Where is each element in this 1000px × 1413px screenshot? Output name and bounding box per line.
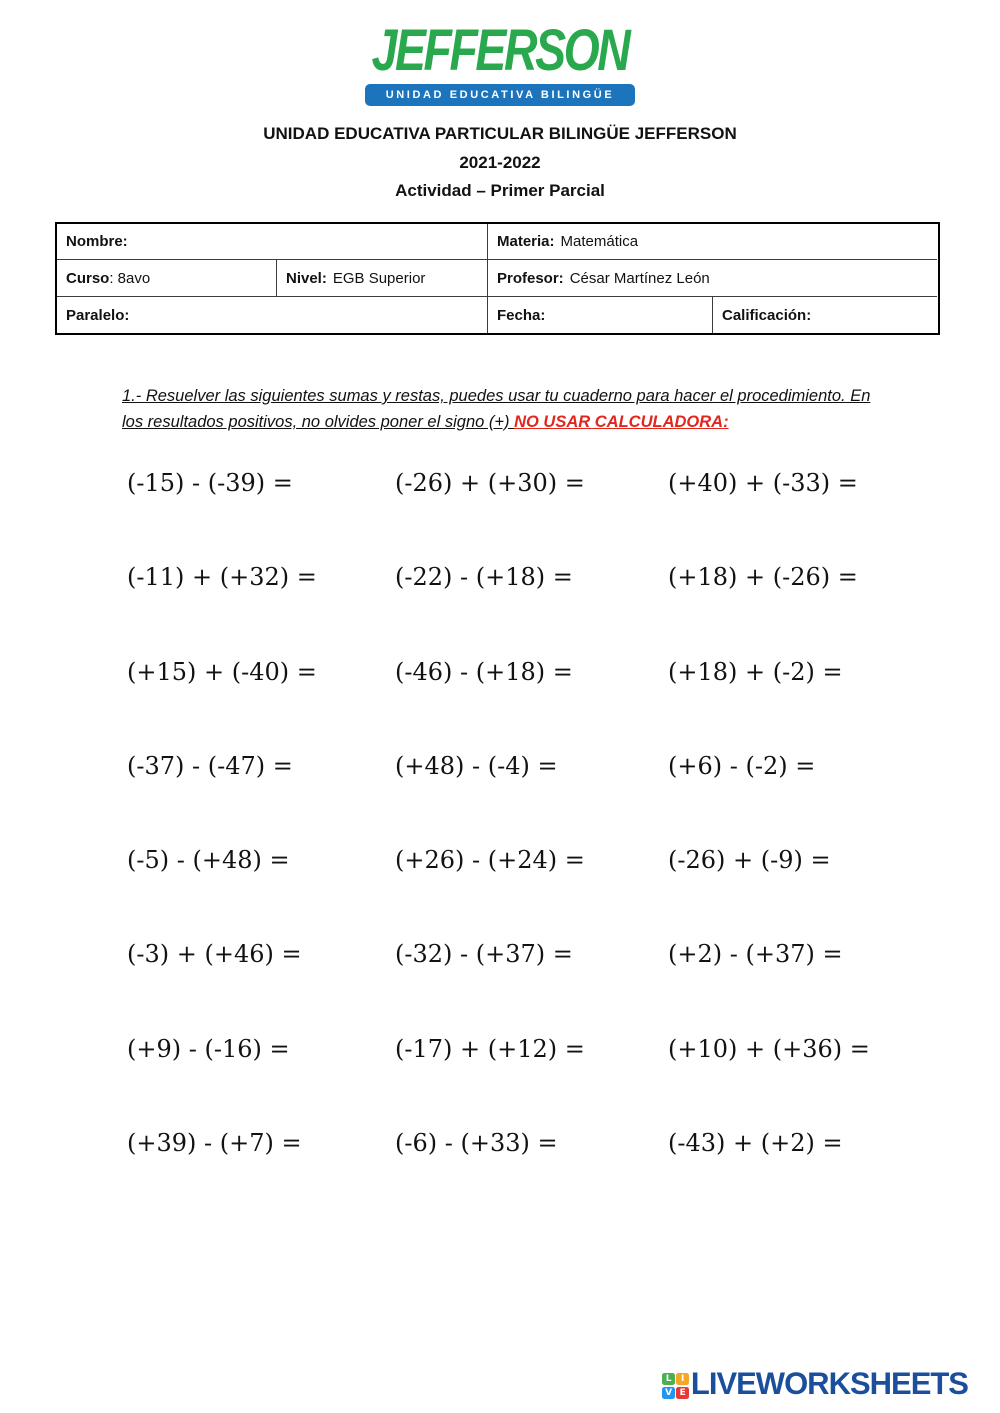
calificacion-cell [713,297,937,333]
exercise-item: (+48) - (-4) = [395,751,558,780]
activity-title: Actividad – Primer Parcial [395,181,605,200]
exercise-item: (+6) - (-2) = [668,751,816,780]
info-table [55,222,940,335]
live-icon-square-e: E [676,1387,689,1400]
nombre-label: Nombre: [66,233,128,250]
document-heading [0,120,1000,206]
nivel-label: Nivel: [286,269,327,287]
exercise-item: (-43) + (+2) = [668,1129,843,1158]
profesor-label: Profesor: [497,269,564,287]
nivel-value: EGB Superior [332,269,426,287]
school-year: 2021-2022 [459,152,541,172]
profesor-value: César Martínez León [569,269,710,287]
fecha-label: Fecha: [497,306,546,324]
exercise-item: (+40) + (-33) = [668,469,858,497]
exercise-item: (+10) + (+36) = [668,1034,870,1063]
exercise-item: (-5) - (+48) = [127,846,290,875]
exercise-item: (+2) - (+37) = [668,940,843,969]
exercise-item: (+15) + (-40) = [127,657,317,686]
exercise-item: (-37) - (-47) = [127,751,293,780]
jefferson-logo-text: JEFFERSON [371,18,629,83]
exercise-item: (+26) - (+24) = [395,846,585,875]
instructions-text: 1.- Resuelver las siguientes sumas y restas, puedes usar tu cuaderno para hacer el procedimiento. En los resultados positivos, no olvides poner el signo (+) [122,387,871,431]
profesor-cell [488,260,937,297]
exercise-item: (-11) + (+32) = [127,563,317,592]
exercise-item: (-3) + (+46) = [127,940,302,969]
materia-value: Matemática [560,233,639,250]
live-icon-square-i: I [676,1373,689,1386]
live-icon-square-v: V [662,1387,675,1400]
exercise-item: (-15) - (-39) = [127,469,293,497]
curso-value: : 8avo [109,269,151,287]
no-calculator-warning: NO USAR CALCULADORA: [514,412,729,431]
exercise-item: (-32) - (+37) = [395,940,573,969]
materia-cell [488,224,937,260]
paralelo-label: Paralelo: [66,306,130,324]
exercise-item: (-6) - (+33) = [395,1129,558,1158]
instructions [122,384,878,435]
liveworksheets-logo[interactable] [662,1366,968,1402]
exercise-item: (+18) + (-26) = [668,563,858,592]
exercise-item: (-46) - (+18) = [395,657,573,686]
materia-label: Materia: [497,233,555,250]
curso-cell [57,260,277,297]
school-title: UNIDAD EDUCATIVA PARTICULAR BILINGÜE JEFFERSON [263,124,737,143]
exercises-grid [127,461,908,1215]
exercise-item: (-26) + (-9) = [668,846,831,875]
exercise-item: (-26) + (+30) = [395,469,585,497]
nivel-cell [277,260,488,297]
exercise-item: (+9) - (-16) = [127,1034,290,1063]
exercise-item: (-17) + (+12) = [395,1034,585,1063]
jefferson-logo-badge: UNIDAD EDUCATIVA BILINGÜE [365,84,635,106]
paralelo-cell [57,297,488,333]
exercise-item: (+18) + (-2) = [668,657,843,686]
liveworksheets-icon [662,1373,689,1400]
liveworksheets-wordmark: LIVEWORKSHEETS [690,1365,968,1402]
nombre-cell [57,224,488,260]
exercise-item: (-22) - (+18) = [395,563,573,592]
live-icon-square-l: L [662,1373,675,1386]
calificacion-label: Calificación: [722,306,812,324]
fecha-cell [488,297,713,333]
exercise-item: (+39) - (+7) = [127,1129,302,1158]
curso-label: Curso [66,269,110,287]
